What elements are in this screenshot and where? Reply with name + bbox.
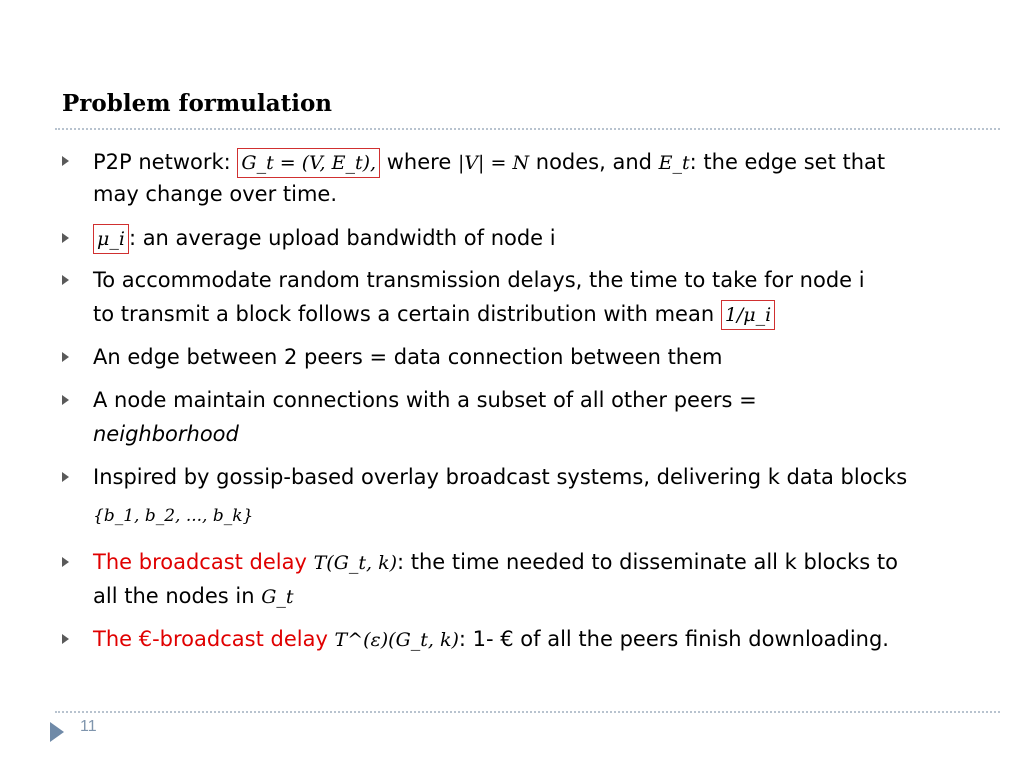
formula-epsilon-delay: T^(ε)(G_t, k) <box>334 629 459 651</box>
bullet-text: : the edge set that <box>689 150 886 174</box>
formula-graph: G_t = (V, E_t), <box>237 148 380 178</box>
bullet-text: To accommodate random transmission delays, the time to take for node i <box>93 268 865 292</box>
formula-nodes: |V| = N <box>457 152 530 174</box>
page-number: 11 <box>80 718 97 735</box>
bullet-arrow-icon <box>62 557 69 567</box>
bullet-text: P2P network: <box>93 150 238 174</box>
bullet-arrow-icon <box>62 156 69 166</box>
bullet-text: : 1- € of all the peers finish downloading. <box>458 627 889 651</box>
bullet-text-line2: may change over time. <box>93 182 338 206</box>
bullet-arrow-icon <box>62 275 69 285</box>
bullet-text: Inspired by gossip-based overlay broadcast systems, delivering k data blocks <box>93 465 908 489</box>
highlight-text: The broadcast delay <box>93 550 314 574</box>
bullet-text: to transmit a block follows a certain distribution with mean <box>93 302 721 326</box>
highlight-text: The €-broadcast delay <box>93 627 335 651</box>
slide-title: Problem formulation <box>62 90 333 117</box>
formula-broadcast-delay: T(G_t, k) <box>313 552 398 574</box>
formula-blocks: {b_1, b_2, ..., b_k} <box>93 506 254 526</box>
bullet-text: A node maintain connections with a subset of all other peers = <box>93 388 757 412</box>
bullet-text: : an average upload bandwidth of node i <box>128 226 556 250</box>
bullet-text: : the time needed to disseminate all k blocks to <box>397 550 898 574</box>
bullet-text: where <box>380 150 458 174</box>
footer-triangle-icon <box>50 722 64 742</box>
bullet-text: all the nodes in <box>93 584 262 608</box>
formula-graph-t: G_t <box>261 586 294 608</box>
bullet-arrow-icon <box>62 472 69 482</box>
bullet-text-italic: neighborhood <box>93 422 239 446</box>
bullet-text: nodes, and <box>529 150 659 174</box>
bullet-text: An edge between 2 peers = data connection between them <box>93 345 723 369</box>
footer-divider <box>55 711 1000 713</box>
bullet-arrow-icon <box>62 352 69 362</box>
bullet-arrow-icon <box>62 395 69 405</box>
formula-edge-set: E_t <box>658 152 690 174</box>
bullet-arrow-icon <box>62 233 69 243</box>
bullet-arrow-icon <box>62 634 69 644</box>
formula-mean: 1/μ_i <box>721 300 775 330</box>
formula-mu: μ_i <box>93 224 129 254</box>
